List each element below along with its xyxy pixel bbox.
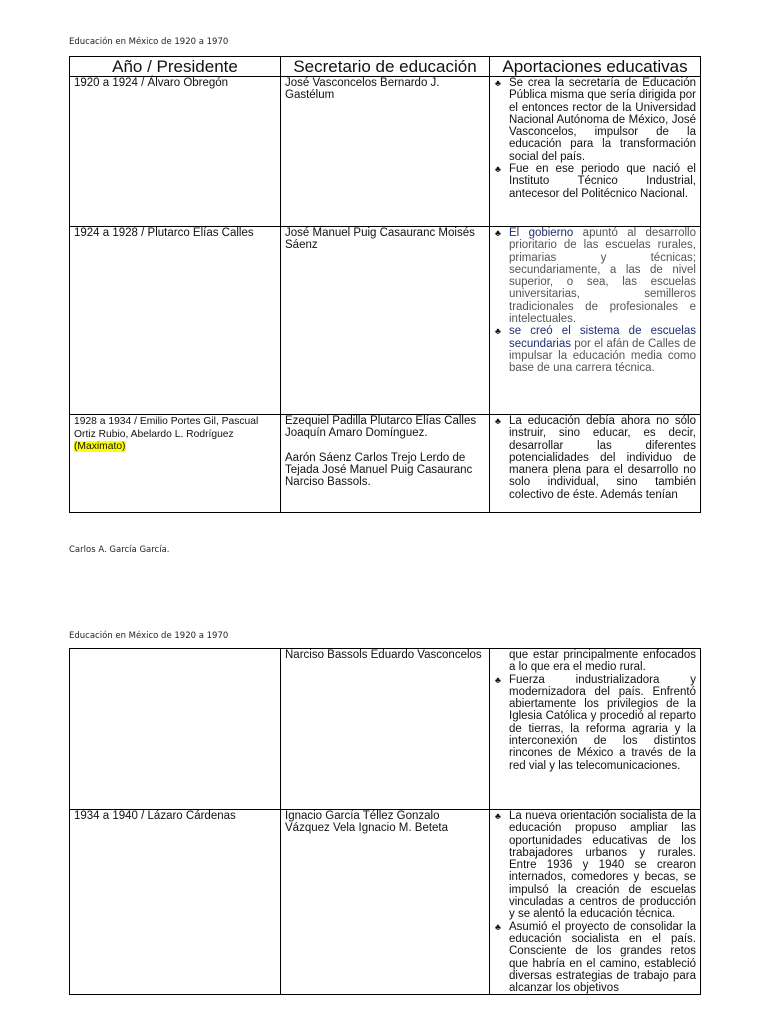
education-table-page1: [69, 56, 701, 513]
link-secundarias[interactable]: se creó el sistema de escuelas secundarias: [509, 325, 696, 350]
secretary-cell: José Vasconcelos Bernardo J. Gastélum: [281, 77, 490, 227]
club-bullet-icon: ♣: [495, 78, 501, 88]
list-item: ♣ El gobierno apuntó al desarrollo prioritario de las escuelas rurales, primarias y técnicas; secundariamente, a las de nivel superior, o sea, las escuelas universitarias, semilleros tradicionales de profesionales e intelectuales.: [495, 227, 696, 326]
president-cell: 1924 a 1928 / Plutarco Elías Calles: [70, 227, 281, 415]
list-item: ♣ La educación debía ahora no sólo instruir, sino educar, es decir, desarrollar las diferentes potencialidades del individuo de manera plena para el desarrollo no solo individual, sino también colectivo de éste. Además tenían: [495, 415, 696, 501]
list-item: ♣ Se crea la secretaría de Educación Pública misma que sería dirigida por el entonces rector de la Universidad Nacional Autónoma de México, José Vasconcelos, impulsor de la educación para la transformación social del país.: [495, 77, 696, 163]
list-item: ♣ Asumió el proyecto de consolidar la educación socialista en el país. Consciente de los grandes retos que habría en el camino, estableció diversas estrategias de trabajo para alcanzar los objetivos: [495, 920, 696, 995]
table-row: [70, 649, 701, 810]
contributions-cell: [490, 227, 701, 415]
club-bullet-icon: ♣: [495, 326, 501, 337]
club-bullet-icon: ♣: [495, 228, 501, 238]
secretary-cell: Narciso Bassols Eduardo Vasconcelos: [281, 649, 490, 810]
table-row: [70, 415, 701, 513]
contributions-cell: [490, 810, 701, 995]
president-cell: 1928 a 1934 / Emilio Portes Gil, Pascual Ortiz Rubio, Abelardo L. Rodríguez (Maximato): [70, 415, 281, 513]
table-row: [70, 227, 701, 415]
secretary-cell: José Manuel Puig Casauranc Moisés Sáenz: [281, 227, 490, 415]
column-header-contributions: Aportaciones educativas: [490, 57, 701, 77]
club-bullet-icon: ♣: [495, 674, 501, 685]
club-bullet-icon: ♣: [495, 921, 501, 932]
secretary-cell: Ezequiel Padilla Plutarco Elías Calles Joaquín Amaro Domínguez. Aarón Sáenz Carlos Trejo Lerdo de Tejada José Manuel Puig Casauranc Narciso Bassols.: [281, 415, 490, 513]
page-header: Educación en México de 1920 a 1970: [69, 631, 229, 641]
education-table-page2: [69, 648, 701, 995]
table-header-row: [70, 57, 701, 77]
contributions-cell: que estar principalmente enfocados a lo que era el medio rural. ♣ Fuerza industrializadora y modernizadora del país. Enfrentó abiertamente los privilegios de la Iglesia Católica y procedió al reparto de tierras, la reforma agraria y la interconexión de los distintos rincones de México a través de la red vial y las telecomunicaciones.: [490, 649, 701, 810]
president-cell: 1920 a 1924 / Álvaro Obregón: [70, 77, 281, 227]
maximato-highlight: (Maximato): [74, 441, 126, 452]
president-cell: 1934 a 1940 / Lázaro Cárdenas: [70, 810, 281, 995]
president-cell: [70, 649, 281, 810]
table-row: [70, 810, 701, 995]
list-item: ♣ Fue en ese periodo que nació el Instituto Técnico Industrial, antecesor del Politécnico Nacional.: [495, 163, 696, 200]
page-header: Educación en México de 1920 a 1970: [69, 37, 229, 47]
contributions-cell: [490, 77, 701, 227]
club-bullet-icon: ♣: [495, 416, 501, 426]
column-header-president: Año / Presidente: [70, 57, 281, 77]
table-row: [70, 77, 701, 227]
club-bullet-icon: ♣: [495, 811, 501, 821]
page-footer-author: Carlos A. García García.: [69, 545, 170, 555]
list-item: ♣ Fuerza industrializadora y modernizadora del país. Enfrentó abiertamente los privilegios de la Iglesia Católica y procedió al reparto de tierras, la reforma agraria y la interconexión de los distintos rincones de México a través de la red vial y las telecomunicaciones.: [495, 673, 696, 772]
club-bullet-icon: ♣: [495, 164, 501, 175]
column-header-secretary: Secretario de educación: [281, 57, 490, 77]
list-item: ♣ La nueva orientación socialista de la educación propuso ampliar las oportunidades educativas de los trabajadores urbanos y rurales. Entre 1936 y 1940 se crearon internados, comedores y becas, se impulsó la creación de escuelas vinculadas a centros de producción y se alentó la educación técnica.: [495, 810, 696, 921]
secretary-cell: Ignacio García Téllez Gonzalo Vázquez Vela Ignacio M. Beteta: [281, 810, 490, 995]
contributions-cell: [490, 415, 701, 513]
list-item: ♣ se creó el sistema de escuelas secundarias por el afán de Calles de impulsar la educación media como base de una carrera técnica.: [495, 325, 696, 375]
link-el-gobierno[interactable]: El gobierno: [509, 227, 574, 239]
